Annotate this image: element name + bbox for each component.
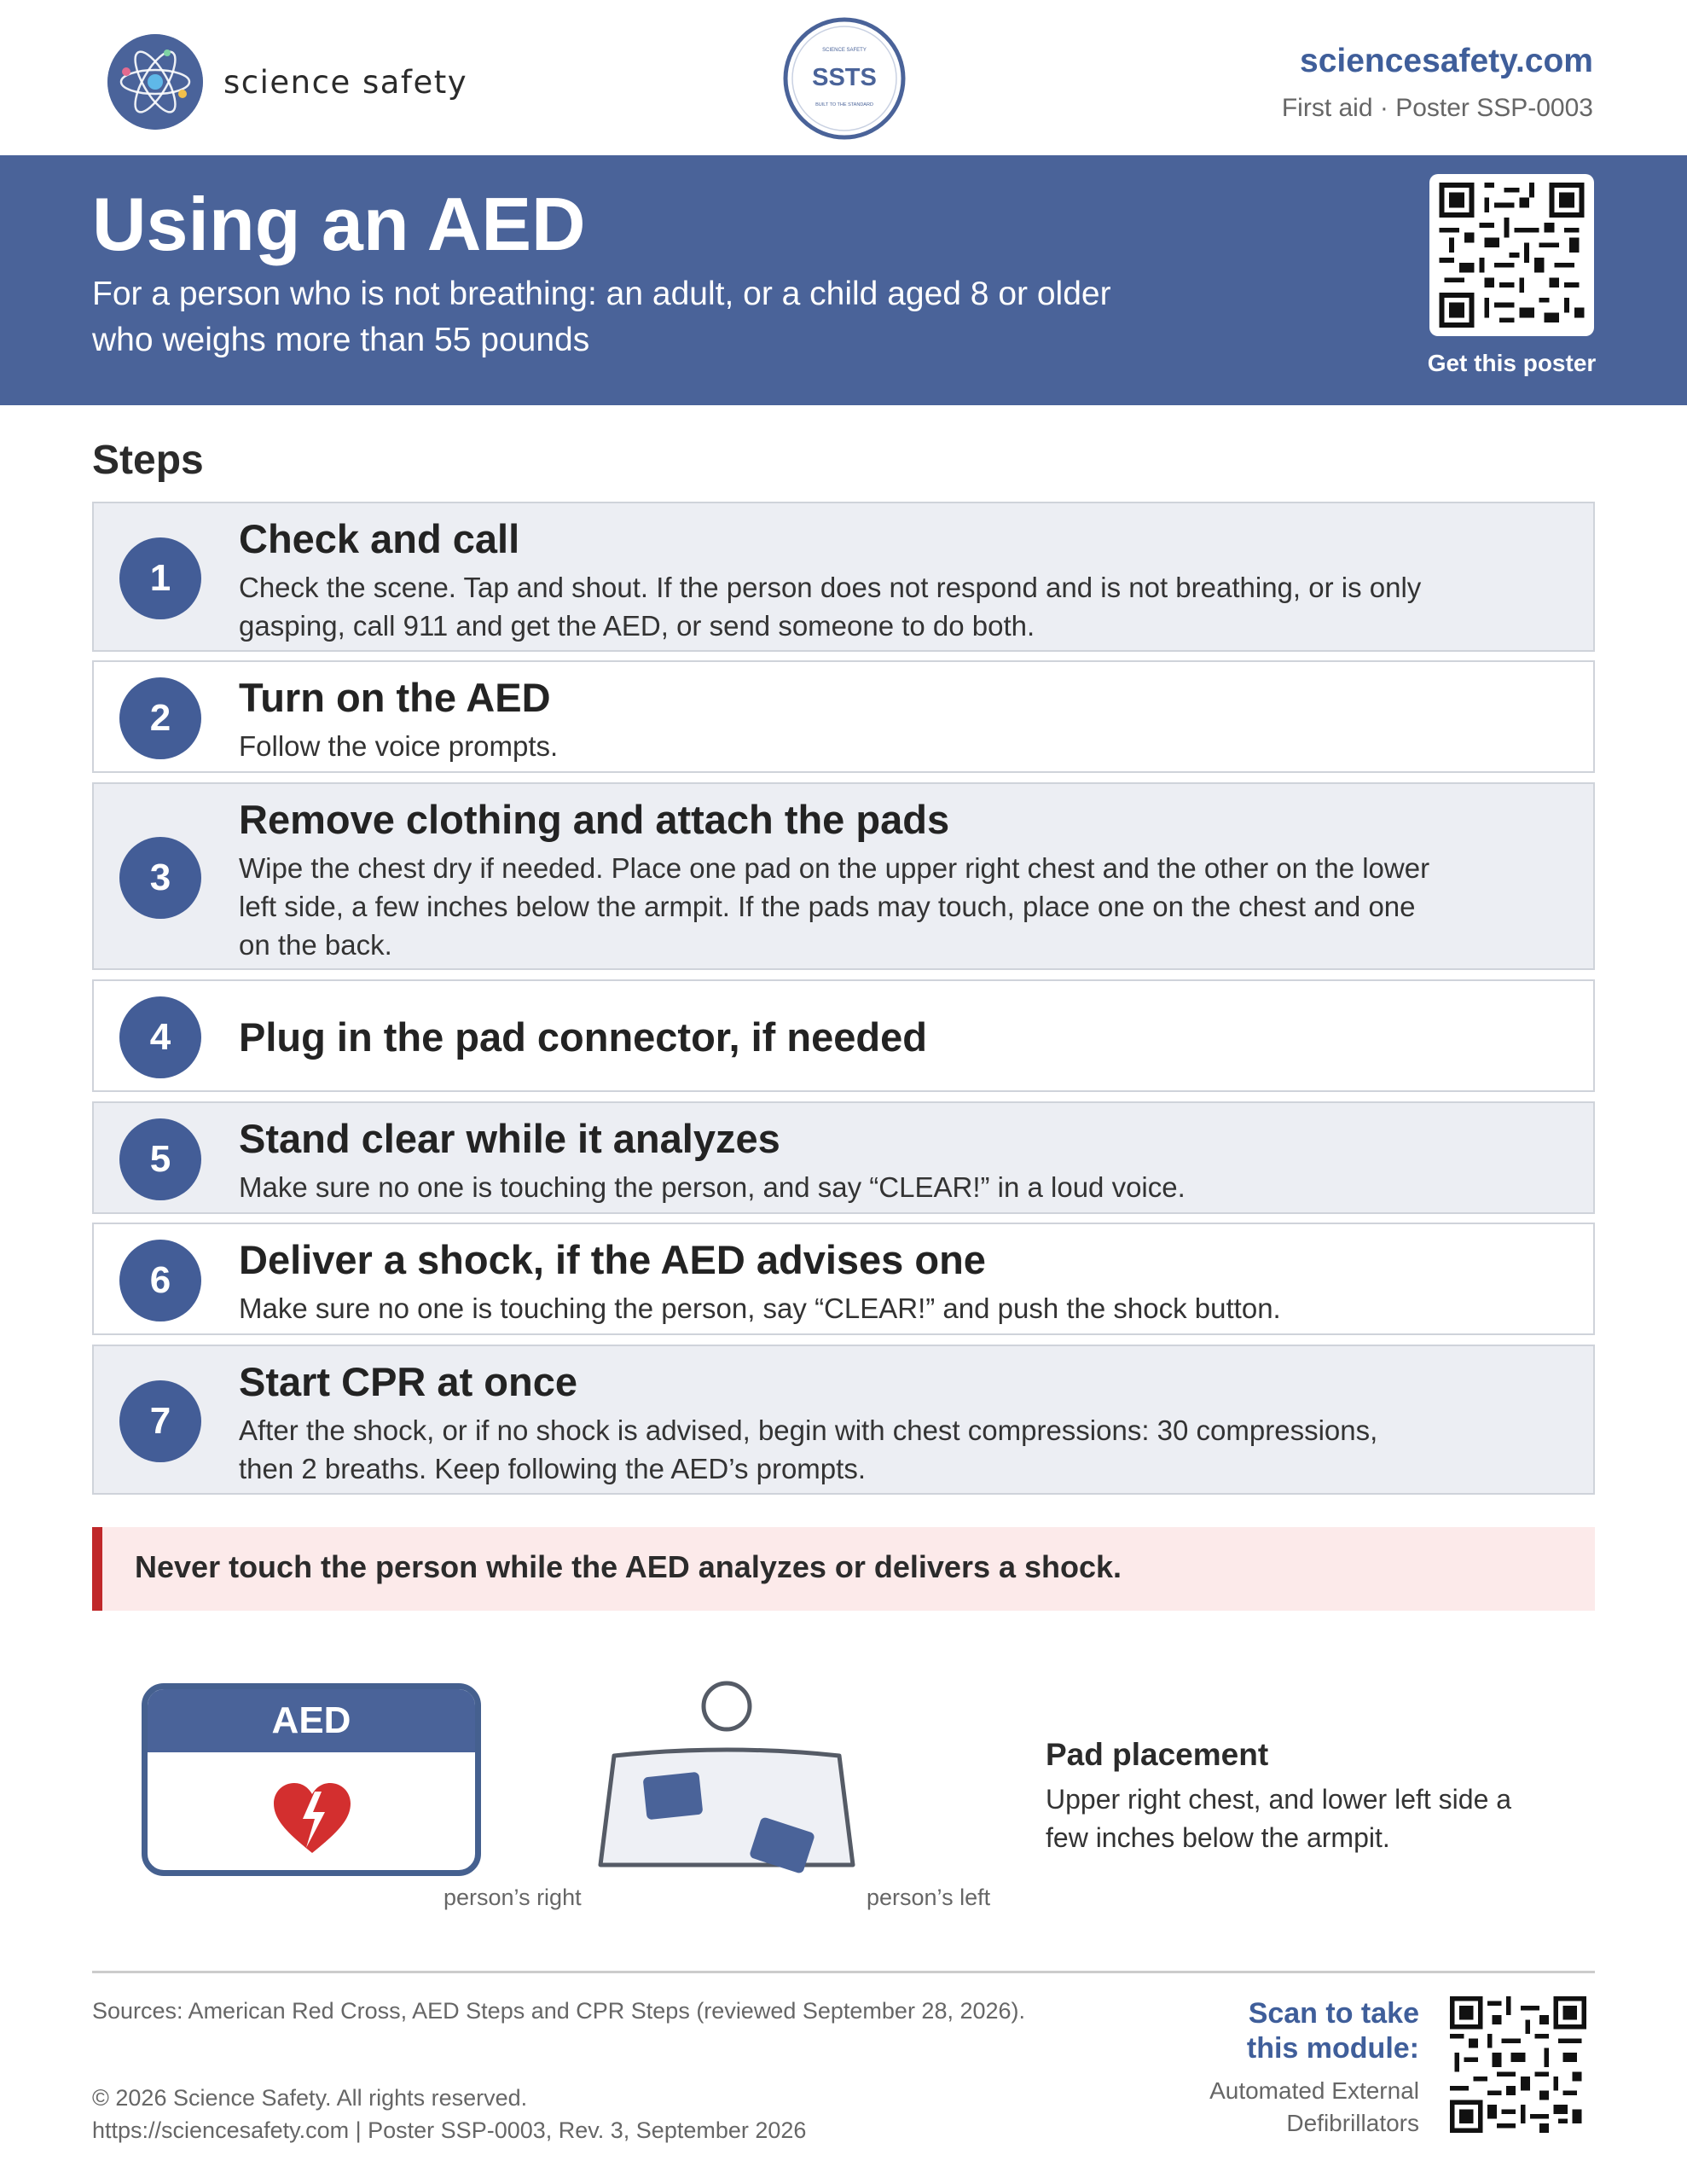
person-right-label: person’s right	[443, 1885, 582, 1910]
site-url-link[interactable]: sciencesafety.com	[1300, 43, 1593, 79]
footer-copyright: © 2026 Science Safety. All rights reserved.	[92, 2085, 528, 2111]
page-title: Using an AED	[92, 182, 586, 266]
person-left-label: person’s left	[867, 1885, 991, 1910]
step-title: Check and call	[239, 516, 520, 561]
step-number-badge: 4	[119, 996, 201, 1078]
pad-placement-title: Pad placement	[1046, 1737, 1269, 1772]
step-description: Make sure no one is touching the person, say “CLEAR!” and push the shock button.	[239, 1292, 1281, 1324]
broken-heart-bolt-icon	[272, 1781, 352, 1856]
step-title: Deliver a shock, if the AED advises one	[239, 1237, 986, 1282]
page-subtitle: For a person who is not breathing: an adult, or a child aged 8 or older who weighs more than 55 pounds	[92, 276, 1111, 358]
step-card	[92, 502, 1595, 652]
step-number-badge: 7	[119, 1380, 201, 1462]
torso-pad-diagram-icon	[594, 1679, 860, 1880]
step-card	[92, 1101, 1595, 1214]
step-title: Remove clothing and attach the pads	[239, 797, 950, 842]
warning-text: Never touch the person while the AED analyzes or delivers a shock.	[135, 1549, 1122, 1584]
step-card	[92, 660, 1595, 773]
brand-name: science safety	[223, 63, 468, 101]
step-description: Wipe the chest dry if needed. Place one pad on the upper right chest and the other on the lower left side, a few inches below the armpit. If the pads may touch, place one on the chest and one on the back.	[239, 852, 1430, 961]
qr-code-icon[interactable]	[1450, 1996, 1586, 2133]
step-description: Check the scene. Tap and shout. If the person does not respond and is not breathing, or is only gasping, call 911 and get the AED, or send someone to do both.	[239, 572, 1422, 642]
pad-placement-text: Upper right chest, and lower left side a few inches below the armpit.	[1046, 1784, 1512, 1853]
step-number-badge: 5	[119, 1118, 201, 1200]
qr-caption: Get this poster	[1427, 350, 1597, 376]
module-name-line1: Automated External	[1209, 2077, 1419, 2104]
seal-top-text: SCIENCE SAFETY	[822, 48, 867, 53]
footer-revision[interactable]: https://sciencesafety.com | Poster SSP-0003, Rev. 3, September 2026	[92, 2117, 807, 2143]
step-title: Plug in the pad connector, if needed	[239, 1014, 927, 1060]
steps-heading: Steps	[92, 438, 204, 483]
hero-banner	[0, 155, 1687, 405]
step-description: After the shock, or if no shock is advised, begin with chest compressions: 30 compressions, then 2 breaths. Keep following the AED’s prompts.	[239, 1414, 1378, 1484]
step-number-badge: 1	[119, 537, 201, 619]
site-info	[1282, 43, 1593, 123]
seal-bottom-text: BUILT TO THE STANDARD	[815, 102, 873, 107]
step-card	[92, 1345, 1595, 1495]
scan-title-line2: this module:	[1246, 2032, 1419, 2065]
step-number-badge: 2	[119, 677, 201, 759]
step-description: Make sure no one is touching the person, and say “CLEAR!” in a loud voice.	[239, 1171, 1186, 1203]
warning-callout	[92, 1527, 1595, 1611]
qr-code-icon	[1438, 183, 1586, 328]
module-name-line2: Defibrillators	[1286, 2110, 1419, 2136]
footer-divider	[92, 1971, 1595, 1973]
scan-title-line1: Scan to take	[1248, 1997, 1419, 2030]
step-number-badge: 3	[119, 837, 201, 919]
step-card	[92, 979, 1595, 1092]
seal-main-text: SSTS	[812, 64, 877, 91]
atom-logo-icon	[107, 34, 203, 130]
step-card	[92, 782, 1595, 970]
aed-device-icon	[142, 1683, 481, 1876]
aed-label: AED	[148, 1689, 475, 1752]
footer-sources: Sources: American Red Cross, AED Steps and CPR Steps (reviewed September 28, 2026).	[92, 1998, 1026, 2024]
qr-code-poster[interactable]	[1429, 174, 1594, 336]
scan-module-block	[1209, 1996, 1419, 2140]
poster-header	[0, 0, 1687, 155]
step-description: Follow the voice prompts.	[239, 730, 559, 762]
step-title: Start CPR at once	[239, 1359, 577, 1404]
poster-category: First aid · Poster SSP-0003	[1281, 94, 1593, 122]
step-title: Turn on the AED	[239, 675, 551, 720]
ssts-seal	[783, 17, 906, 140]
footer-copyright-block	[92, 2082, 806, 2146]
step-card	[92, 1223, 1595, 1335]
brand-logo[interactable]	[107, 34, 467, 130]
step-title: Stand clear while it analyzes	[239, 1116, 780, 1161]
step-number-badge: 6	[119, 1240, 201, 1321]
